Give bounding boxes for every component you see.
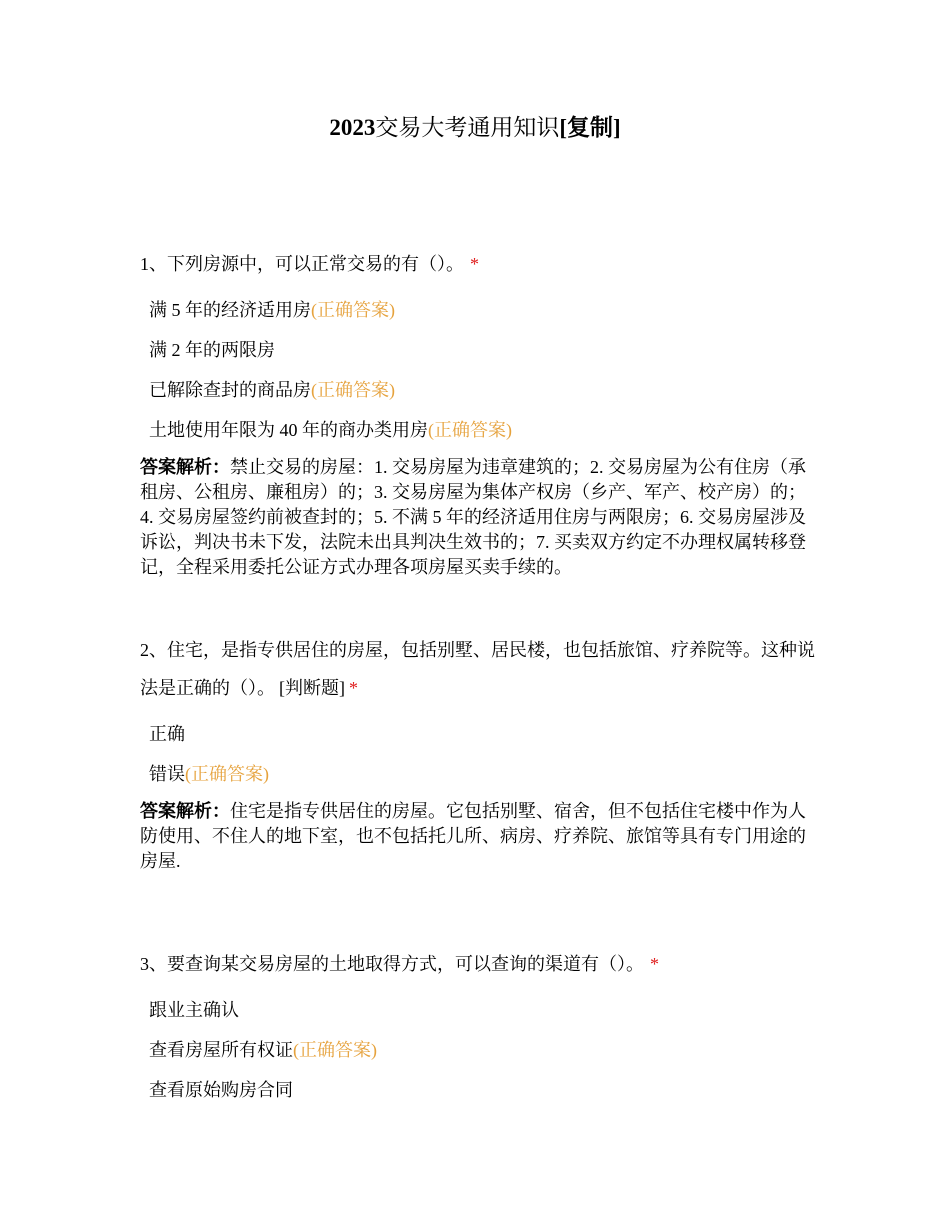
question-stem: 要查询某交易房屋的土地取得方式，可以查询的渠道有（）。 [167, 954, 644, 974]
correct-answer-tag: (正确答案) [185, 764, 269, 784]
explanation-text: 住宅是指专供居住的房屋。它包括别墅、宿舍，但不包括住宅楼中作为人防使用、不住人的地下室，也不包括托儿所、病房、疗养院、旅馆等具有专门用途的房屋. [140, 801, 806, 871]
question-number: 1、 [140, 254, 167, 274]
required-star: * [349, 678, 358, 698]
question-2-text [140, 631, 816, 707]
option-item [140, 418, 816, 442]
question-3 [140, 945, 816, 1102]
option-item [140, 1078, 816, 1102]
question-stem: 下列房源中，可以正常交易的有（）。 [167, 254, 464, 274]
answer-explanation [140, 455, 816, 580]
question-1 [140, 245, 816, 580]
option-item [140, 998, 816, 1022]
correct-answer-tag: (正确答案) [428, 420, 512, 440]
correct-answer-tag: (正确答案) [311, 380, 395, 400]
required-star: * [650, 954, 659, 974]
answer-explanation [140, 799, 816, 874]
option-item [140, 378, 816, 402]
title-year: 2023 [329, 115, 376, 140]
question-3-text [140, 945, 816, 983]
question-number: 2、 [140, 640, 167, 660]
option-item [140, 762, 816, 786]
required-star: * [470, 254, 479, 274]
page-title [0, 112, 950, 144]
option-item [140, 338, 816, 362]
question-number: 3、 [140, 954, 167, 974]
title-suffix: [复制] [559, 115, 621, 140]
option-item [140, 722, 816, 746]
correct-answer-tag: (正确答案) [293, 1040, 377, 1060]
option-item [140, 298, 816, 322]
explanation-text: 禁止交易的房屋：1. 交易房屋为违章建筑的；2. 交易房屋为公有住房（承租房、公租房、廉租房）的；3. 交易房屋为集体产权房（乡产、军产、校产房）的；4. 交易房屋签约前被查封的；5. 不满 5 年的经济适用住房与两限房；6. 交易房屋涉及诉讼，判决书未下发，法院未出具判决生效书的；7. 买卖双方约定不办理权属转移登记，全程采用委托公证方式办理各项房屋买卖手续的。 [140, 457, 806, 577]
option-label: 查看房屋所有权证 [149, 1040, 293, 1060]
question-2 [140, 631, 816, 874]
option-label: 满 2 年的两限房 [149, 340, 275, 360]
option-label: 查看原始购房合同 [149, 1080, 293, 1100]
option-label: 错误 [149, 764, 185, 784]
question-type-tag: [判断题] [279, 678, 345, 698]
option-label: 已解除查封的商品房 [149, 380, 311, 400]
explanation-label: 答案解析： [140, 801, 230, 821]
explanation-label: 答案解析： [140, 457, 230, 477]
question-1-text [140, 245, 816, 283]
option-item [140, 1038, 816, 1062]
option-label: 满 5 年的经济适用房 [149, 300, 311, 320]
option-label: 土地使用年限为 40 年的商办类用房 [149, 420, 428, 440]
question-stem: 住宅，是指专供居住的房屋，包括别墅、居民楼，也包括旅馆、疗养院等。这种说法是正确的（）。 [140, 640, 815, 698]
correct-answer-tag: (正确答案) [311, 300, 395, 320]
title-main: 交易大考通用知识 [375, 115, 560, 140]
option-label: 正确 [149, 724, 185, 744]
option-label: 跟业主确认 [149, 1000, 239, 1020]
